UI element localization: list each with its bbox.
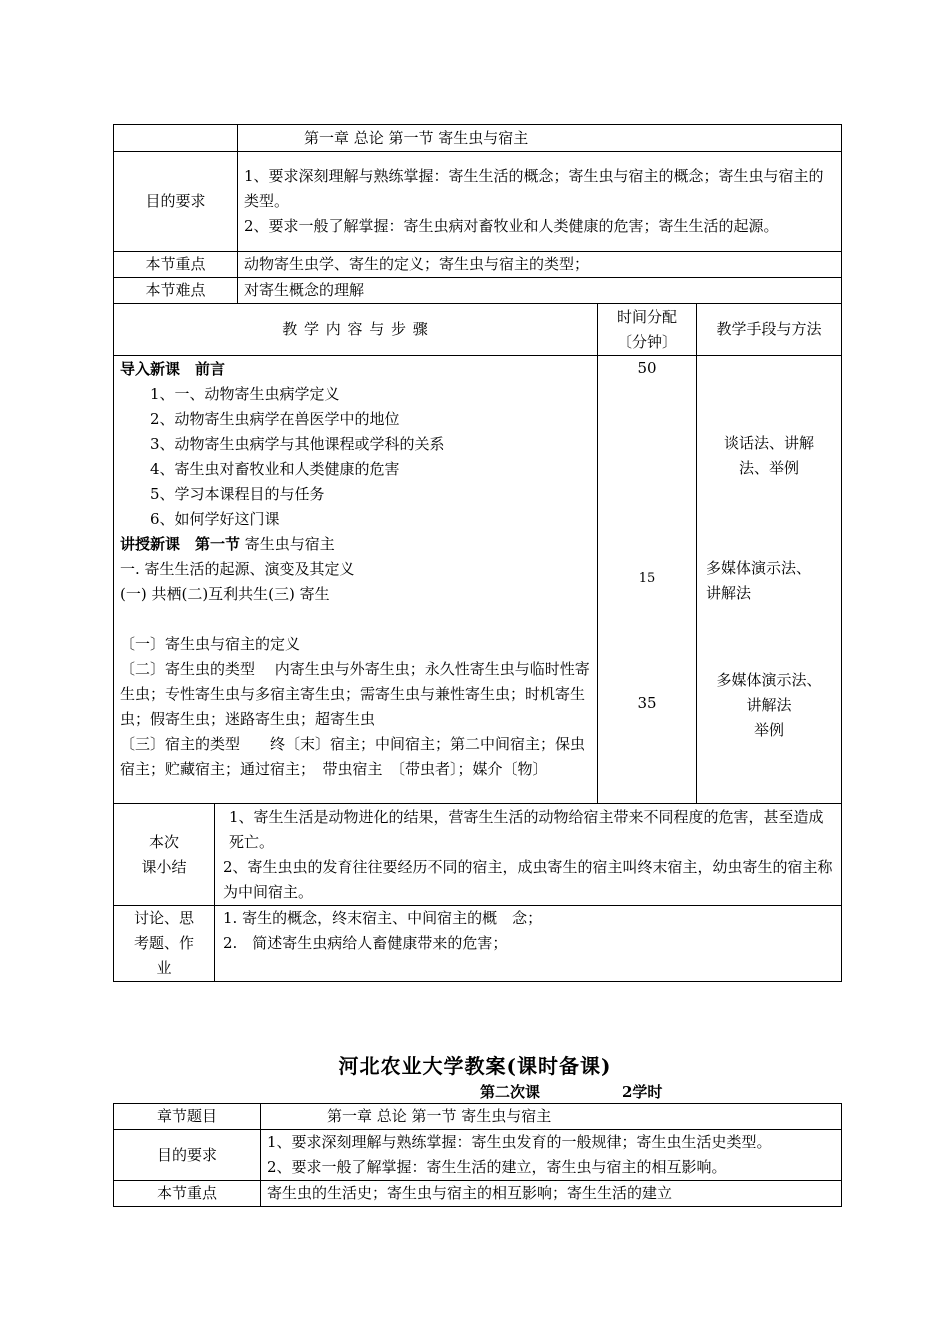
objective-item: 1、要求深刻理解与熟练掌握：寄生生活的概念；寄生虫与宿主的概念；寄生虫与宿主的类型。 [244, 167, 824, 210]
key-points: 动物寄生虫学、寄生的定义；寄生虫与宿主的类型； [238, 252, 842, 278]
method-lecture-1 [706, 556, 841, 606]
intro-item: 3、动物寄生虫病学与其他课程或学科的关系 [150, 435, 445, 453]
objectives-label: 目的要求 [114, 152, 238, 252]
lecture-line: (一) 共栖(二)互利共生(三) 寄生 [120, 585, 330, 603]
key-points-label: 本节重点 [114, 252, 238, 278]
lecture-heading-bold: 讲授新课 第一节 [120, 535, 241, 553]
time-header-line: 〔分钟〕 [616, 332, 677, 351]
time-header-line: 时间分配 [616, 307, 677, 326]
discussion-item: 1. 寄生的概念，终末宿主、中间宿主的概 念； [223, 909, 543, 927]
lecture-block: 〔二〕寄生虫的类型 内寄生虫与外寄生虫；永久性寄生虫与临时性寄生虫；专性寄生虫与多宿主寄生虫；需寄生虫与兼性寄生虫；时机寄生虫；假寄生虫；迷路寄生虫；超寄生虫 [120, 660, 590, 728]
time-column-header [598, 304, 697, 356]
lesson-plan-title: 河北农业大学教案(课时备课) [338, 1054, 612, 1078]
content-column-header: 教 学 内 容 与 步 骤 [114, 304, 598, 356]
intro-heading: 导入新课 前言 [120, 360, 226, 378]
method-line: 多媒体演示法、 [706, 559, 812, 577]
discussion-label-line: 讨论、思 [133, 909, 194, 927]
intro-item: 5、学习本课程目的与任务 [150, 485, 325, 503]
key-points: 寄生虫的生活史；寄生虫与宿主的相互影响；寄生生活的建立 [261, 1181, 842, 1207]
chapter-label: 章节题目 [114, 1104, 261, 1130]
summary-label [114, 804, 215, 906]
discussion-label [114, 906, 215, 982]
objective-item: 1、要求深刻理解与熟练掌握：寄生虫发育的一般规律；寄生虫生活史类型。 [267, 1133, 772, 1151]
intro-item: 1、一、动物寄生虫病学定义 [150, 385, 340, 403]
time-intro: 50 [637, 359, 657, 377]
lesson-plan-table-1 [113, 124, 842, 982]
lecture-block: 〔一〕寄生虫与宿主的定义 [120, 635, 301, 653]
method-line: 讲解法 [706, 584, 752, 602]
intro-item: 4、寄生虫对畜牧业和人类健康的危害 [150, 460, 400, 478]
chapter-title: 第一章 总论 第一节 寄生虫与宿主 [238, 125, 842, 152]
difficulties-label: 本节难点 [114, 278, 238, 304]
chapter-label-cell [114, 125, 238, 152]
key-points-label: 本节重点 [114, 1181, 261, 1207]
chapter-title: 第一章 总论 第一节 寄生虫与宿主 [261, 1104, 842, 1130]
time-allocation-cell [598, 356, 697, 804]
discussion-cell [215, 906, 842, 982]
objectives-cell [238, 152, 842, 252]
teaching-content-cell [114, 356, 598, 804]
teaching-method-cell [697, 356, 842, 804]
method-line: 谈话法、讲解 [724, 434, 815, 452]
time-lecture-2: 35 [637, 694, 657, 712]
lecture-heading-rest: 寄生虫与宿主 [244, 535, 335, 553]
lesson-number: 第二次课 [480, 1083, 541, 1101]
objectives-cell [261, 1130, 842, 1181]
summary-item: 2、寄生虫虫的发育往往要经历不同的宿主，成虫寄生的宿主叫终末宿主，幼虫寄生的宿主称为中间宿主。 [223, 857, 833, 901]
method-line: 多媒体演示法、 [716, 671, 822, 689]
method-line: 举例 [754, 721, 785, 739]
intro-item: 6、如何学好这门课 [150, 510, 280, 528]
lecture-heading [120, 532, 593, 557]
objective-item: 2、要求一般了解掌握：寄生虫病对畜牧业和人类健康的危害；寄生生活的起源。 [244, 217, 779, 235]
discussion-item: 2. 简述寄生虫病给人畜健康带来的危害； [223, 934, 508, 952]
summary-label-line: 课小结 [141, 857, 187, 876]
method-column-header: 教学手段与方法 [697, 304, 842, 356]
time-lecture-1: 15 [638, 571, 656, 586]
intro-item: 2、动物寄生虫病学在兽医学中的地位 [150, 410, 400, 428]
objective-item: 2、要求一般了解掌握：寄生生活的建立，寄生虫与宿主的相互影响。 [267, 1158, 727, 1176]
objectives-label: 目的要求 [114, 1130, 261, 1181]
summary-cell [215, 804, 842, 906]
lesson-plan-table-2 [113, 1103, 842, 1207]
discussion-label-line: 考题、作 [133, 934, 194, 952]
difficulties: 对寄生概念的理解 [238, 278, 842, 304]
method-line: 讲解法 [746, 696, 792, 714]
summary-label-line: 本次 [148, 832, 179, 851]
lecture-line: 一. 寄生生活的起源、演变及其定义 [120, 560, 355, 578]
method-lecture-2 [697, 668, 841, 743]
summary-item: 1、寄生生活是动物进化的结果，营寄生生活的动物给宿主带来不同程度的危害，甚至造成死亡。 [229, 807, 824, 851]
lecture-block: 〔三〕宿主的类型 终〔末〕宿主；中间宿主；第二中间宿主；保虫宿主；贮藏宿主；通过宿主； 带虫宿主 〔带虫者〕；媒介〔物〕 [120, 735, 586, 778]
lesson-hours: 2学时 [622, 1083, 663, 1101]
discussion-label-line: 业 [156, 959, 172, 977]
blank-line [120, 607, 593, 632]
method-intro [697, 431, 841, 481]
method-line: 法、举例 [739, 459, 800, 477]
